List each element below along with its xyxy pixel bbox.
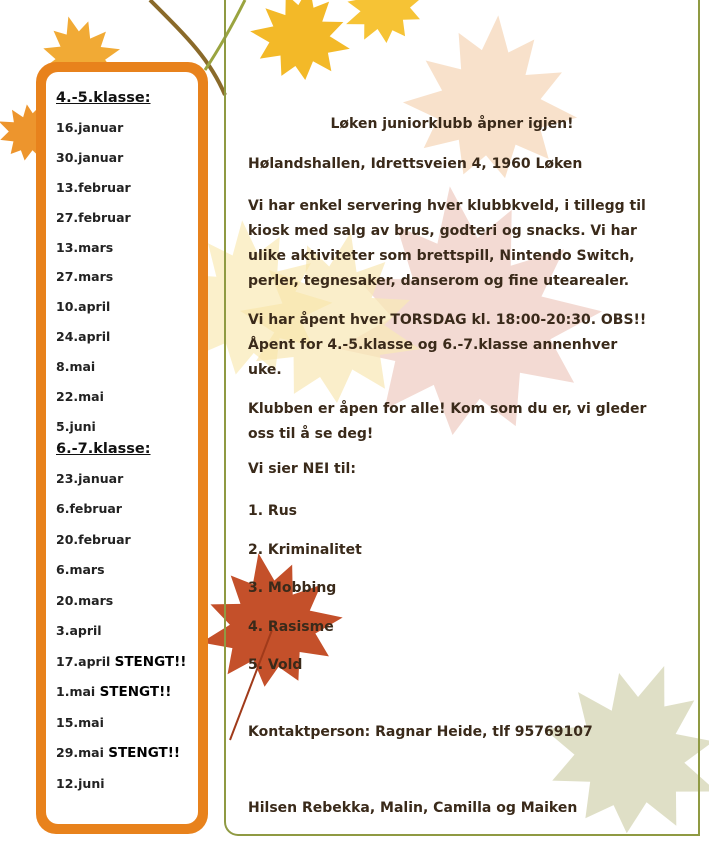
date-item bbox=[56, 530, 198, 561]
date: 27.februar bbox=[56, 209, 131, 225]
date: 3.april bbox=[56, 623, 102, 639]
date-item bbox=[56, 652, 198, 683]
date: 6.februar bbox=[56, 501, 122, 517]
date-item bbox=[56, 713, 198, 744]
closed-note: STENGT!! bbox=[99, 684, 172, 701]
date: 30.januar bbox=[56, 149, 124, 165]
date: 20.mars bbox=[56, 592, 114, 608]
date: 6.mars bbox=[56, 562, 105, 578]
date: 1.mai bbox=[56, 684, 96, 700]
date-item bbox=[56, 682, 198, 713]
rules-lead: Vi sier NEI til: bbox=[248, 461, 356, 477]
rule-item: 2. Kriminalitet bbox=[248, 541, 362, 558]
info-paragraph: Vi har enkel servering hver klubbkveld, i tillegg til kiosk med salg av brus, godteri og snacks. Vi har ulike aktiviteter som brettspill, Nintendo Switch, perler, tegnesaker, danserom og fine utearealer. bbox=[248, 198, 646, 289]
contact-person: Kontaktperson: Ragnar Heide, tlf 95769107 bbox=[248, 724, 593, 740]
date-item bbox=[56, 417, 198, 439]
group-title: 4.-5.klasse: bbox=[56, 90, 151, 106]
schedule-group-4-5 bbox=[56, 88, 198, 439]
signature: Hilsen Rebekka, Malin, Camilla og Maiken bbox=[248, 800, 578, 816]
date: 17.april bbox=[56, 653, 111, 669]
closed-note: STENGT!! bbox=[114, 653, 187, 670]
headline: Løken juniorklubb åpner igjen! bbox=[330, 116, 574, 132]
rule-item: 4. Rasisme bbox=[248, 618, 334, 635]
date-item bbox=[56, 208, 198, 238]
date-item bbox=[56, 621, 198, 652]
date-item bbox=[56, 560, 198, 591]
schedule-sidebar bbox=[36, 62, 208, 834]
schedule-group-6-7 bbox=[56, 439, 198, 805]
date-list bbox=[56, 469, 198, 805]
rule-item: 3. Mobbing bbox=[248, 580, 337, 596]
date-item bbox=[56, 118, 198, 148]
date: 20.februar bbox=[56, 531, 131, 547]
main-content bbox=[248, 116, 648, 694]
date: 22.mai bbox=[56, 389, 104, 405]
welcome-paragraph: Klubben er åpen for alle! Kom som du er, vi gleder oss til å se deg! bbox=[248, 401, 647, 442]
date: 12.juni bbox=[56, 775, 105, 791]
date-item bbox=[56, 178, 198, 208]
date-item bbox=[56, 743, 198, 774]
date-item bbox=[56, 469, 198, 500]
date: 23.januar bbox=[56, 470, 124, 486]
date: 15.mai bbox=[56, 714, 104, 730]
rule-item: 5. Vold bbox=[248, 657, 303, 673]
group-title: 6.-7.klasse: bbox=[56, 440, 151, 457]
date: 16.januar bbox=[56, 120, 124, 135]
rules-list bbox=[248, 501, 648, 694]
date-item bbox=[56, 238, 198, 268]
rule-item: 1. Rus bbox=[248, 503, 298, 519]
date: 13.februar bbox=[56, 179, 131, 195]
date: 8.mai bbox=[56, 359, 96, 375]
schedule-sidebar-inner bbox=[46, 72, 198, 824]
date-item bbox=[56, 327, 198, 357]
opening-hours-paragraph: Vi har åpent hver TORSDAG kl. 18:00-20:30. OBS!! Åpent for 4.-5.klasse og 6.-7.klasse annenhver uke. bbox=[248, 312, 647, 378]
date-item bbox=[56, 357, 198, 387]
date-item bbox=[56, 148, 198, 178]
address: Hølandshallen, Idrettsveien 4, 1960 Løken bbox=[248, 156, 583, 172]
date-list bbox=[56, 118, 198, 439]
date: 5.juni bbox=[56, 418, 96, 434]
date: 29.mai bbox=[56, 745, 104, 761]
date-item bbox=[56, 387, 198, 417]
date-item bbox=[56, 774, 198, 805]
date: 10.april bbox=[56, 299, 111, 315]
date: 24.april bbox=[56, 329, 111, 345]
closed-note: STENGT!! bbox=[108, 745, 181, 762]
date-item bbox=[56, 499, 198, 530]
date: 13.mars bbox=[56, 239, 114, 255]
date-item bbox=[56, 591, 198, 622]
date-item bbox=[56, 267, 198, 297]
date: 27.mars bbox=[56, 269, 114, 285]
date-item bbox=[56, 297, 198, 327]
